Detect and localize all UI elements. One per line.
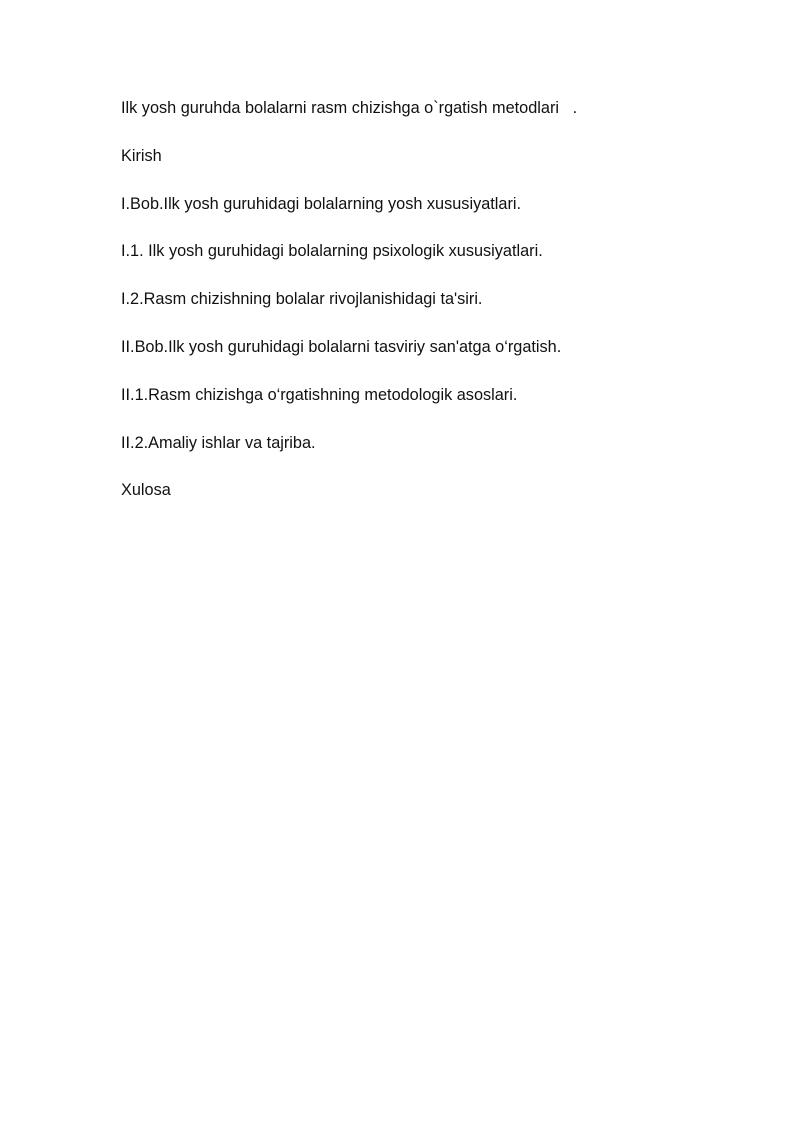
toc-item-section-1-1: I.1. Ilk yosh guruhidagi bolalarning psixologik xususiyatlari.: [121, 242, 543, 261]
toc-item-kirish: Kirish: [121, 146, 162, 165]
document-title: Ilk yosh guruhda bolalarni rasm chizishga o`rgatish metodlari .: [121, 99, 578, 117]
toc-item-chapter-2: II.Bob.Ilk yosh guruhidagi bolalarni tasviriy san'atga o‘rgatish.: [121, 337, 562, 356]
toc-item-chapter-1: I.Bob.Ilk yosh guruhidagi bolalarning yosh xususiyatlari.: [121, 194, 522, 213]
toc-item-section-1-2: I.2.Rasm chizishning bolalar rivojlanishidagi ta'siri.: [121, 290, 483, 309]
toc-item-section-2-2: II.2.Amaliy ishlar va tajriba.: [121, 433, 316, 452]
toc-item-xulosa: Xulosa: [121, 481, 171, 500]
table-of-contents: [121, 96, 721, 526]
toc-item-section-2-1: II.1.Rasm chizishga o‘rgatishning metodologik asoslari.: [121, 385, 518, 404]
